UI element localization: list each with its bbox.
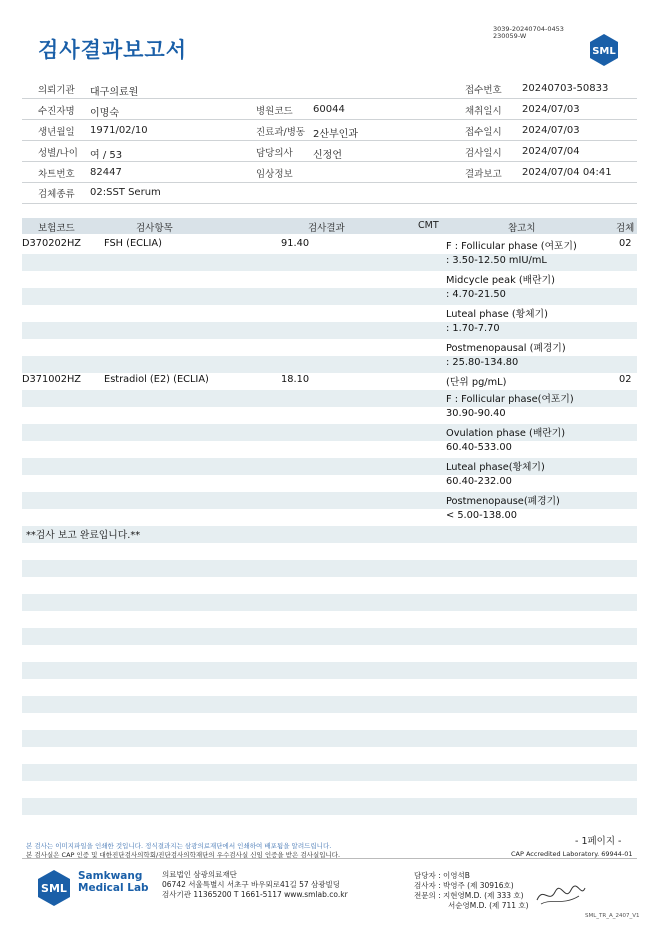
cell-ref: 60.40-533.00 [446, 442, 512, 453]
document-code [493, 26, 564, 40]
info-label: 성별/나이 [38, 148, 78, 159]
completion-message: **검사 보고 완료입니다.** [26, 530, 141, 541]
staff-specialist-2: 서순영M.D. (제 711 호) [448, 901, 529, 910]
info-value: 82447 [90, 167, 122, 178]
info-row-divider [22, 98, 637, 99]
info-row-divider [22, 182, 637, 183]
info-value: 20240703-50833 [522, 83, 609, 94]
brand-name-line-2: Medical Lab [78, 882, 149, 894]
footer-logo-text: SML [41, 882, 67, 895]
table-stripe [22, 322, 637, 339]
info-value: 2산부인과 [313, 129, 359, 140]
table-stripe [22, 764, 637, 781]
cell-ref: (단위 pg/mL) [446, 377, 507, 388]
table-stripe [22, 696, 637, 713]
image-file-notice: 본 검사는 이미지파일을 인쇄한 것입니다. 정식결과지는 삼광의료재단에서 인쇄하여 배포됨을 알려드립니다. [26, 842, 332, 850]
cell-ref: : 3.50-12.50 mIU/mL [446, 255, 547, 266]
info-value: 2024/07/04 04:41 [522, 167, 612, 178]
cell-ref: F : Follicular phase(여포기) [446, 394, 574, 405]
table-stripe [22, 628, 637, 645]
staff-manager: 담당자 : 이영석B [414, 871, 470, 880]
info-label: 차트번호 [38, 169, 75, 180]
cell-ref: : 4.70-21.50 [446, 289, 506, 300]
table-stripe [22, 356, 637, 373]
cell-code: D370202HZ [22, 238, 82, 249]
org-name: 의료법인 삼광의료재단 [162, 870, 237, 879]
info-value: 02:SST Serum [90, 187, 161, 198]
table-stripe [22, 662, 637, 679]
info-label: 의뢰기관 [38, 85, 75, 96]
info-label: 수진자명 [38, 106, 75, 117]
organization-info [162, 870, 348, 900]
info-row-divider [22, 119, 637, 120]
cell-ref: Midcycle peak (배란기) [446, 275, 555, 286]
cell-ref: Luteal phase(황체기) [446, 462, 545, 473]
cell-item: FSH (ECLIA) [104, 238, 162, 249]
brand-name [78, 870, 149, 894]
cell-code: D371002HZ [22, 374, 82, 385]
footer-divider [22, 858, 637, 859]
info-bottom-divider [22, 203, 637, 204]
page-number: - 1페이지 - [575, 836, 622, 847]
header-test-item: 검사항목 [136, 223, 173, 234]
staff-examiner: 검사자 : 박영주 (제 30916호) [414, 881, 514, 890]
info-row-divider [22, 161, 637, 162]
document-code-line-1: 3039-20240704-0453 [493, 25, 564, 33]
sml-logo-icon [587, 33, 621, 67]
info-value: 2024/07/03 [522, 104, 580, 115]
info-label: 진료과/병동 [256, 127, 306, 138]
brand-name-line-1: Samkwang [78, 870, 143, 882]
form-code: SML_TR_A_2407_V1 [585, 913, 640, 919]
signature-icon [535, 882, 587, 908]
info-label: 결과보고 [465, 169, 502, 180]
info-label: 생년월일 [38, 127, 75, 138]
info-label: 병원코드 [256, 106, 293, 117]
table-stripe [22, 560, 637, 577]
header-result: 검사결과 [308, 223, 345, 234]
info-label: 접수번호 [465, 85, 502, 96]
info-value: 이명숙 [90, 108, 119, 119]
cell-ref: : 25.80-134.80 [446, 357, 519, 368]
cell-ref: 30.90-90.40 [446, 408, 506, 419]
org-address: 06742 서울특별시 서초구 바우뫼로41길 57 삼광빌딩 [162, 880, 341, 889]
document-code-line-2: 230059-W [493, 32, 527, 40]
table-stripe [22, 288, 637, 305]
table-stripe [22, 730, 637, 747]
header-specimen: 검체 [616, 223, 635, 234]
page-title: 검사결과보고서 [38, 38, 188, 62]
info-label: 검체종류 [38, 189, 75, 200]
info-value: 신정언 [313, 150, 342, 161]
info-label: 검사일시 [465, 148, 502, 159]
cell-ref: < 5.00-138.00 [446, 510, 517, 521]
info-value: 여 / 53 [90, 150, 123, 161]
cell-ref: Luteal phase (황체기) [446, 309, 548, 320]
staff-specialist-1: 전문의 : 지현영M.D. (제 333 호) [414, 891, 524, 900]
cell-ref: 60.40-232.00 [446, 476, 512, 487]
cell-result: 91.40 [281, 238, 310, 249]
info-row-divider [22, 140, 637, 141]
sml-logo-text: SML [592, 46, 616, 57]
results-table-header [22, 218, 637, 234]
cell-item: Estradiol (E2) (ECLIA) [104, 374, 209, 385]
header-insurance-code: 보험코드 [38, 223, 75, 234]
info-label: 임상정보 [256, 169, 293, 180]
cap-accreditation: CAP Accredited Laboratory. 69944-01 [511, 850, 633, 858]
info-value: 1971/02/10 [90, 125, 148, 136]
cell-specimen: 02 [619, 374, 632, 385]
header-reference: 참고치 [508, 223, 536, 234]
info-value: 대구의료원 [90, 87, 139, 98]
cell-ref: Postmenopause(폐경기) [446, 496, 560, 507]
info-label: 담당의사 [256, 148, 293, 159]
samkwang-logo-icon [34, 868, 74, 908]
info-value: 60044 [313, 104, 345, 115]
certification-notice: 본 검사실은 CAP 인증 및 대한진단검사의학회/진단검사의학재단의 우수검사실 신임 인증을 받은 검사실입니다. [26, 851, 341, 859]
info-label: 접수일시 [465, 127, 502, 138]
info-value: 2024/07/04 [522, 146, 580, 157]
cell-ref: Postmenopausal (폐경기) [446, 343, 566, 354]
info-label: 채취일시 [465, 106, 502, 117]
info-value: 2024/07/03 [522, 125, 580, 136]
cell-ref: Ovulation phase (배란기) [446, 428, 566, 439]
staff-info [414, 871, 529, 911]
cell-ref: : 1.70-7.70 [446, 323, 500, 334]
org-contact: 검사기관 11365200 T 1661-5117 www.smlab.co.kr [162, 890, 348, 899]
header-cmt: CMT [418, 220, 439, 231]
table-stripe [22, 798, 637, 815]
table-stripe [22, 594, 637, 611]
cell-ref: F : Follicular phase (여포기) [446, 241, 577, 252]
cell-result: 18.10 [281, 374, 310, 385]
cell-specimen: 02 [619, 238, 632, 249]
